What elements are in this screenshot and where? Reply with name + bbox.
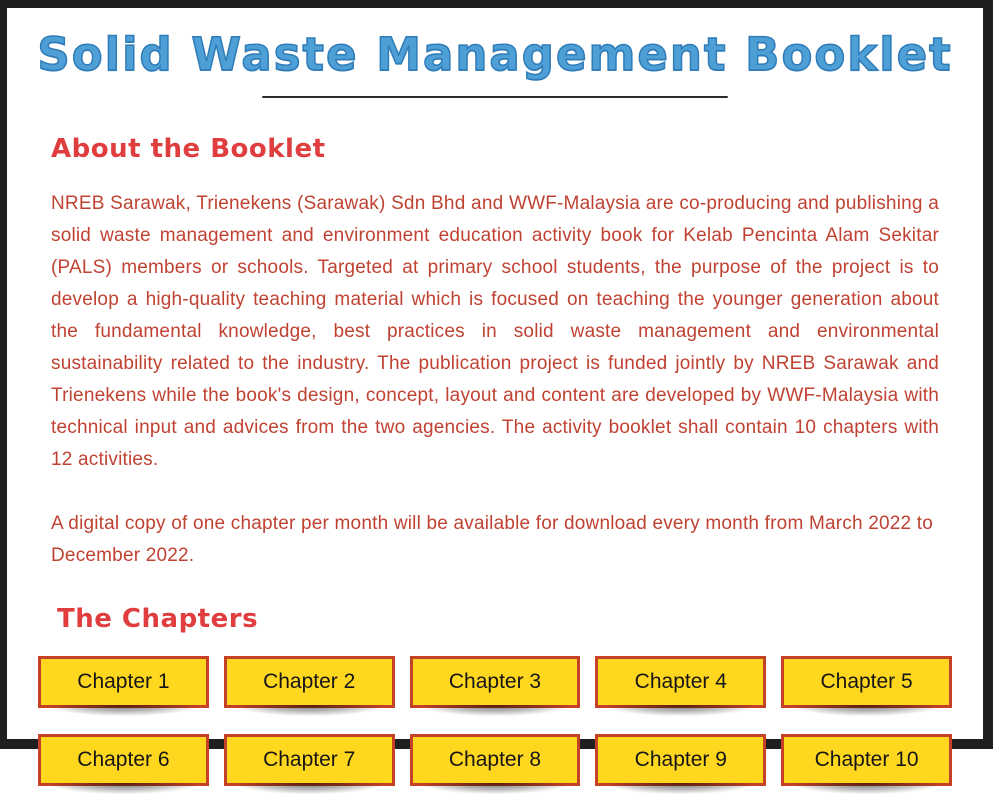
chapter-3-button[interactable]: Chapter 3 bbox=[410, 656, 581, 708]
chapter-1-button[interactable]: Chapter 1 bbox=[38, 656, 209, 708]
about-paragraph: NREB Sarawak, Trienekens (Sarawak) Sdn Bhd and WWF-Malaysia are co-producing and publishing a solid waste management and environment education activity book for Kelab Pencinta Alam Sekitar (PALS) members or schools. Targeted at primary school students, the purpose of the project is to develop a high-quality teaching material which is focused on teaching the younger generation about the fundamental knowledge, best practices in solid waste management and environmental sustainability related to the industry. The publication project is funded jointly by NREB Sarawak and Trienekens while the book's design, concept, layout and content are developed by WWF-Malaysia with technical input and advices from the two agencies. The activity booklet shall contain 10 chapters with 12 activities. bbox=[51, 193, 939, 470]
page-title: Solid Waste Management Booklet bbox=[37, 28, 953, 81]
chapter-10-button[interactable]: Chapter 10 bbox=[781, 734, 952, 786]
chapter-2-button[interactable]: Chapter 2 bbox=[224, 656, 395, 708]
chapter-4-button[interactable]: Chapter 4 bbox=[595, 656, 766, 708]
chapter-5-button[interactable]: Chapter 5 bbox=[781, 656, 952, 708]
chapter-9-button[interactable]: Chapter 9 bbox=[595, 734, 766, 786]
chapters-heading: The Chapters bbox=[57, 604, 259, 634]
about-heading: About the Booklet bbox=[51, 134, 326, 164]
chapter-7-button[interactable]: Chapter 7 bbox=[224, 734, 395, 786]
title-underline bbox=[262, 96, 728, 98]
chapter-grid bbox=[38, 656, 952, 786]
chapter-8-button[interactable]: Chapter 8 bbox=[410, 734, 581, 786]
download-schedule-text: A digital copy of one chapter per month will be available for download every month from March 2022 to December 2022. bbox=[51, 513, 934, 566]
chapter-6-button[interactable]: Chapter 6 bbox=[38, 734, 209, 786]
